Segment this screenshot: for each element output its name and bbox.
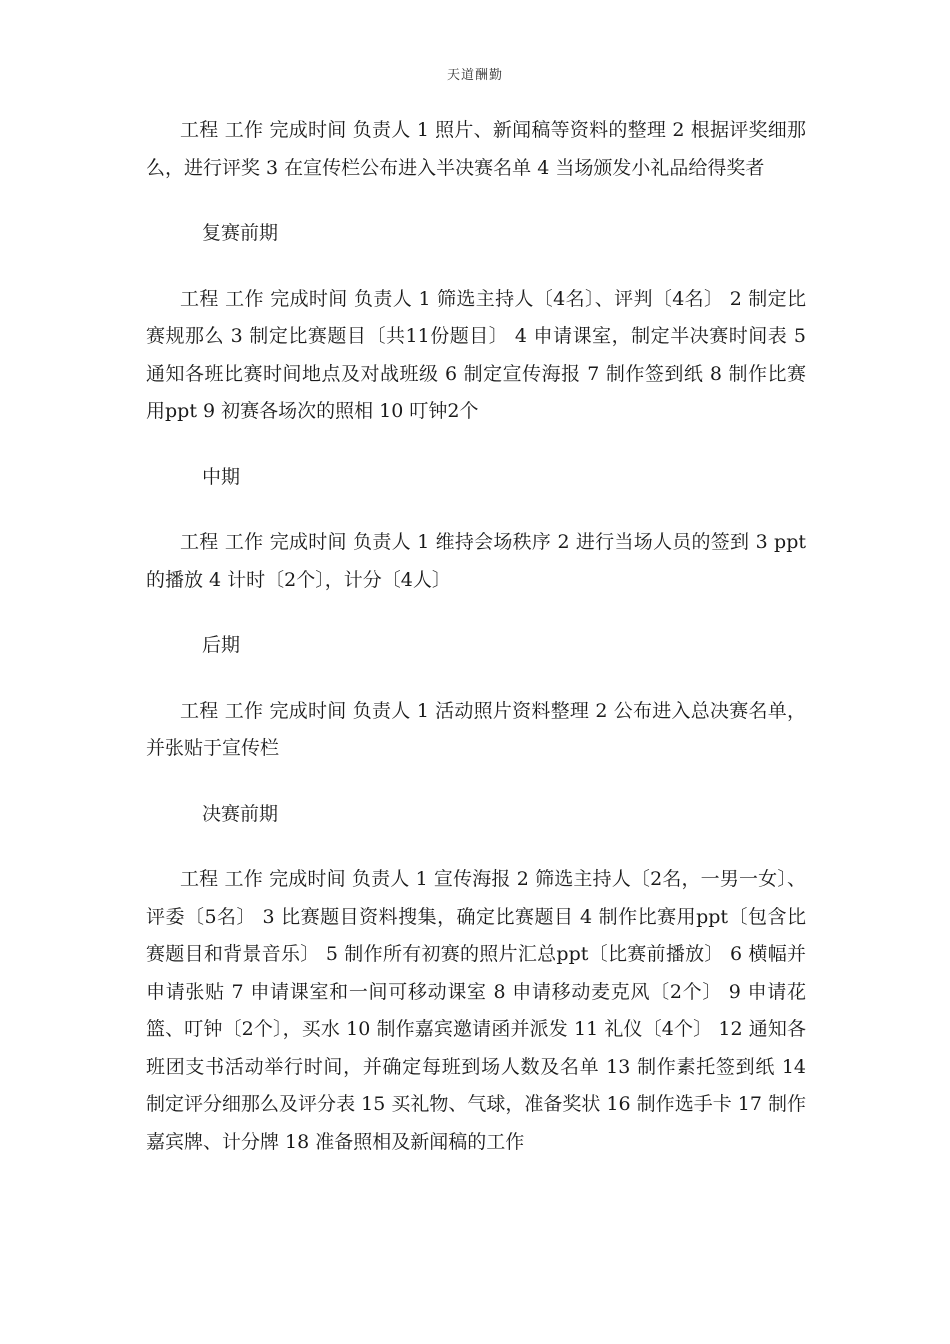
heading-semifinal-prep: 复赛前期 bbox=[202, 222, 279, 244]
paragraph-midterm-tasks: 工程 工作 完成时间 负责人 1 维持会场秩序 2 进行当场人员的签到 3 ppt的播放 4 计时〔2个〕，计分〔4人〕 bbox=[146, 531, 806, 591]
heading-midterm: 中期 bbox=[202, 465, 241, 488]
heading-final-prep: 决赛前期 bbox=[202, 802, 279, 825]
page-header: 天道酬勤 bbox=[446, 68, 503, 83]
document-body bbox=[146, 112, 806, 1189]
paragraph-late-stage-tasks: 工程 工作 完成时间 负责人 1 活动照片资料整理 2 公布进入总决赛名单，并张贴于宣传栏 bbox=[146, 699, 806, 759]
paragraph-semifinal-prep-tasks: 工程 工作 完成时间 负责人 1 筛选主持人〔4名〕、评判〔4名〕 2 制定比赛规那么 3 制定比赛题目〔共11份题目〕 4 申请课室，制定半决赛时间表 5 通知各班比赛时间地点及对战班级 6 制定宣传海报 7 制作签到纸 8 制作比赛用ppt 9 初赛各场次的照相 10 叮钟2个 bbox=[146, 287, 806, 422]
heading-late-stage: 后期 bbox=[202, 634, 241, 656]
paragraph-preliminary-tasks: 工程 工作 完成时间 负责人 1 照片、新闻稿等资料的整理 2 根据评奖细那么，进行评奖 3 在宣传栏公布进入半决赛名单 4 当场颁发小礼品给得奖者 bbox=[146, 119, 806, 179]
paragraph-final-prep-tasks: 工程 工作 完成时间 负责人 1 宣传海报 2 筛选主持人〔2名，一男一女〕、评委〔5名〕 3 比赛题目资料搜集，确定比赛题目 4 制作比赛用ppt〔包含比赛题目和背景音乐〕 5 制作所有初赛的照片汇总ppt〔比赛前播放〕 6 横幅并申请张贴 7 申请课室和一间可移动课室 8 申请移动麦克风〔2个〕 9 申请花篮、叮钟〔2个〕，买水 10 制作嘉宾邀请函并派发 11 礼仪〔4个〕 12 通知各班团支书活动举行时间，并确定每班到场人数及名单 13 制作素托签到纸 14 制定评分细那么及评分表 15 买礼物、气球，准备奖状 16 制作选手卡 17 制作嘉宾牌、计分牌 18 准备照相及新闻稿的工作 bbox=[146, 868, 806, 1153]
